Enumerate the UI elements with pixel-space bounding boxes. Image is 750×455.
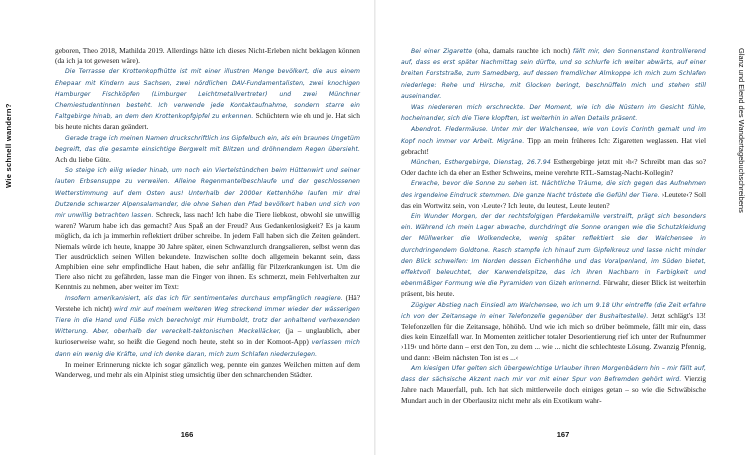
handwritten-note: München, Esthergebirge, Dienstag, 26.7.94 <box>411 159 551 167</box>
paragraph <box>401 211 706 300</box>
commentary: (Hä? Verstehe ich nicht) <box>55 292 360 313</box>
handwritten-note: Am kiesigen Ufer gelten sich übergewichtige Urlauber ihren Morgenbädern hin – mir fällt auf, dass der sächsische Akzent nach mir vor mit einer Spur von Befremden gehört wird. <box>401 364 706 384</box>
commentary: Fürwahr, dieser Blick ist weiterhin präsent, bis heute. <box>401 278 706 299</box>
right-page-body <box>401 46 706 406</box>
commentary: Schreck, lass nach! Ich habe die Tiere liebkost, obwohl sie unwillig waren? Warum habe ich das gemacht? Aus Spaß an der Freud? Aus Gedankenlosigkeit? Es ja kaum möglich, da ich ja immerhin reflektiert drüber schreibe. In jedem Fall haben sich die Zeiten geändert. Niemals würde ich heute, knappe 30 Jahre später, einen Schwanzlurch drangsalieren, selbst wenn das Tier ausdrücklich seinen Willen bekundete. Inzwischen sollte doch allgemein bekannt sein, dass Amphibien eine sehr empfindliche Haut haben, die sehr anfällig für Pilzerkrankungen ist. Um die Tiere also nicht zu gefährden, lasse man die Finger von ihnen. Es schmerzt, mein Fehlverhalten zur Kenntnis zu nehmen, aber weiter im Text: <box>55 210 360 292</box>
commentary: (oha, damals rauchte ich noch) <box>475 46 571 55</box>
commentary: Tipp an mein früheres Ich: Zigaretten weglassen. Hat viel gebracht! <box>401 135 707 156</box>
right-page <box>376 0 750 455</box>
handwritten-note: wird mir auf meinem weiteren Weg streckend immer wieder der wässerigen Tiere in die Hand und Füße mich berechnigt mir Humboldt, trotz der anhaltend verhexenden Witterung. Aber, oberhalb der vereckelt-tektonischen Meckelläcker, <box>55 305 360 336</box>
handwritten-note: Was niedereren mich erschreckte. Der Moment, wie ich die Nüstern im Gesicht fühle, hocheinander, sich die Tiere klopften, ist weiterhin in allen Details präsent. <box>401 104 706 123</box>
commentary: Schüchtern wie eh und je. Hat sich bis heute nichts daran geändert. <box>55 111 360 132</box>
paragraph <box>401 157 706 178</box>
handwritten-note: Ein Wunder Morgen, der der rechtsfolgigen Pferdekamille verstreift, prägt sich besonders ein. Während ich mein Lager abwache, durchdringt die Sonne orangen wie die Schutzkleidung der Müllwerker die Wolkendecke, wenig später reflektiert sie der Walchensee in durchdringendem Goldtone. Rasch stampfe ich hinauf zum Gipfelkreuz und lasse nicht minder den Blick schweifen: Im Norden dessen Eichenhöhe und das Voralpenland, im Süden bietet, effektvoll beleuchtet, der Karwendelspitze, das ich ihren Nachbarn in Farbigkeit und ebenmäßiger Formung wie die Pyramiden von Gizeh erinnernd. <box>401 213 706 288</box>
handwritten-note: Die Terrasse der Krottenkopfhütte ist mit einer illustren Menge bevölkert, die aus einem Ehepaar mit Kindern aus Sachsen, zwei nördlichen DAV-Fundamentalisten, zwei knochigen Hamburger Fischköpfen (Limburger Leichtmetallvertreter) und zwei Münchner Chemiestudentinnen besteht. Ich verwende jede Kontaktaufnahme, sondern starre ein Faltgebirge hinab, an dem den Krottenkopfgipfel zu erkennen. <box>55 68 360 121</box>
paragraph <box>55 293 360 360</box>
running-title-left: Wie schnell wandern? <box>4 103 13 188</box>
handwritten-note: Gerade trage ich meinen Namen druckschriftlich ins Gipfelbuch ein, als ein braunes Ungetüm begreift, das die gesamte einsichtige Bergwelt mit Blitzen und dröhnendem Regen übersieht. <box>55 134 360 153</box>
handwritten-note: Bei einer Zigarette <box>411 48 473 55</box>
handwritten-note: Insofern amerikanisiert, als das ich für sentimentales durchaus empfänglich reagiere. <box>65 294 343 302</box>
handwritten-note: Erwache, bevor die Sonne zu sehen ist. Nächtliche Träume, die sich gegen das Aufnehmen des irgendeine Eindruck stemmen. Die ganze Nacht tröstete die Gefühl der Tiere. <box>401 180 706 199</box>
running-title-right: Glanz und Elend des Wandertagebuchschreibens <box>737 48 746 213</box>
commentary: Vierzig Jahre nach Mauerfall, puh. Ich hat sich mittlerweile doch einiges getan – so wie die Schwäbische Mundart auch in der Oberlausitz nicht mehr als ein Exotikum wahr- <box>401 374 707 405</box>
paragraph: In meiner Erinnerung nickte ich sogar gänzlich weg, pennte ein ganzes Weilchen mitten auf dem Wanderweg, und mehr als ein Alpinist stieg umsichtig über den schnarchenden Städter. <box>55 359 360 380</box>
paragraph <box>401 124 706 157</box>
handwritten-note: Zügiger Abstieg nach Einsiedl am Walchensee, wo ich um 9.18 Uhr eintreffe (die Zeit erfahre ich von der Zeitansage in einer Telefonzelle gegenüber der Bushaltestelle). <box>401 301 706 320</box>
paragraph <box>401 46 706 102</box>
paragraph <box>401 178 706 211</box>
paragraph <box>401 102 706 124</box>
left-page <box>0 0 374 455</box>
handwritten-note: Migräne. <box>496 137 525 145</box>
paragraph <box>55 165 360 292</box>
page-number-left: 166 <box>180 430 194 439</box>
commentary: Ach du liebe Güte. <box>55 155 111 165</box>
handwritten-note: So steige ich eilig wieder hinab, um noch ein Viertelstündchen beim Hüttenwirt und seiner lauten Erbsensuppe zu verweilen. Alleine Regenmantelbeschlaufe und der geschlossenen Wetterstimmung auf dem Osten aus! Unterhalb der 2000er Kettenhöhe laufen mir drei Dutzende schwarzer Alpensalamander, die ohne Sehen den Pfad bevölkert haben und sich von mir unwillig betrachten lassen. <box>55 167 360 220</box>
paragraph <box>55 66 360 132</box>
commentary: Esthergebirge jetzt mit ›h‹? Schreibt man das so? Oder dachte ich da eher an Esther Schweins, meine verehrte RTL-Samstag-Nacht-Kollegin? <box>401 157 706 178</box>
paragraph <box>55 133 360 166</box>
handwritten-note: fällt mir, den Sonnenstand kontrollierend auf, dass es erst später Nachmittag sein dürfte, und so schlurfe ich weiter abwärts, auf einer breiten Forststraße, zum Samedberg, auf dessen fremdlicher Almkoppe ich mich zum Schlafen niederlege: Rehe und Hirsche, mit Glocken beringt, beschnüffeln mich und stehen still auseinander. <box>401 48 706 100</box>
commentary: Jetzt schlägt's 13! Telefonzellen für die Zeitansage, höhöhö. Und wie ich mich so drüber beömmele, fällt mir ein, dass dies kein Einzelfall war. In Momenten zeitlicher totaler Desorientierung rief ich unter der Rufnummer ›119‹ und hörte dann – erst den Ton, zu dem ... wie ... nicht die schlechteste Lösung. Zwanzig Pfennig, und dann: ›Beim nächsten Ton ist es ...‹ <box>401 310 706 362</box>
commentary: (ja – unglaublich, aber kurioserweise wahr, so heißt die Gegend noch heute, steht so in der Komoot-App) <box>55 326 360 347</box>
commentary: ›Leutete‹? Soll das ein Wortwitz sein, von ›Leute‹? Ich leute, du leutest, Leute leuten? <box>401 189 706 210</box>
handwritten-note: Abendrot. Fledermäuse. Unter mir der Walchensee, wie von Lovis Corinth gemalt und im Kopf noch immer vor Arbeit. <box>401 126 706 145</box>
paragraph <box>401 363 706 406</box>
page-number-right: 167 <box>556 430 570 439</box>
handwritten-note: verlassen mich dann ein wenig die Kräfte, und ich denke daran, mich zum Schlafen niederzulegen. <box>55 339 360 358</box>
paragraph <box>401 300 706 363</box>
left-page-body <box>55 46 360 380</box>
paragraph: geboren, Theo 2018, Mathilda 2019. Allerdings hätte ich dieses Nicht-Erleben nicht beklagen können (da ich ja tot gewesen wäre). <box>55 46 360 66</box>
